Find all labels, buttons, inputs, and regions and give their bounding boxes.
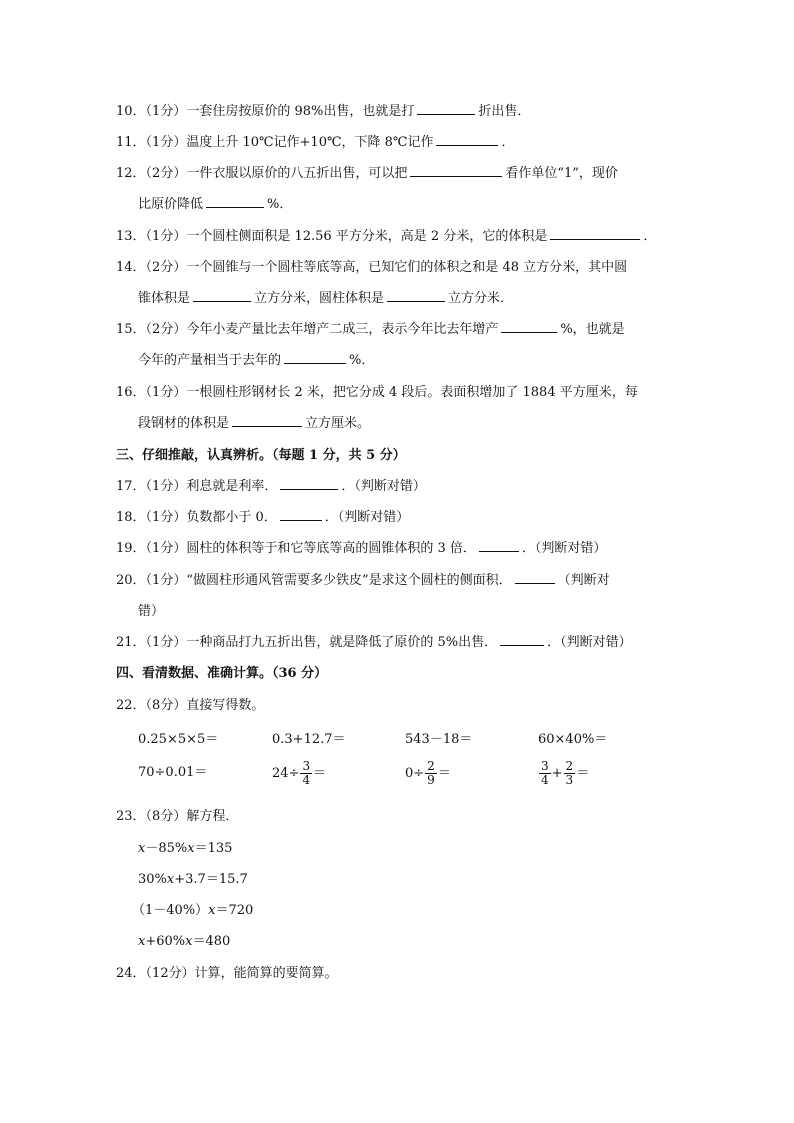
calc-text: 0÷ — [405, 766, 425, 781]
equation-text: +60% — [145, 934, 186, 949]
answer-blank[interactable] — [501, 320, 557, 333]
equation-text: +3.7＝15.7 — [174, 872, 248, 887]
variable: x — [208, 903, 216, 918]
question-14-cont — [138, 289, 513, 309]
equation-text: （1－40%） — [132, 903, 209, 918]
calc-item: 70÷0.01＝ — [138, 765, 208, 780]
question-24: 24．（12分）计算，能简算的要简算。 — [116, 966, 338, 981]
variable: x — [185, 934, 193, 949]
q12-text-mid: 看作单位“1”，现价 — [505, 166, 618, 181]
answer-blank[interactable] — [500, 633, 544, 646]
answer-blank[interactable] — [280, 477, 338, 490]
calc-item-fraction — [272, 760, 326, 787]
answer-blank[interactable] — [387, 289, 445, 302]
q20-text-2: 错） — [138, 604, 165, 619]
equation-text: ＝720 — [215, 903, 254, 918]
question-22: 22．（8分）直接写得数。 — [116, 698, 265, 713]
numerator: 2 — [427, 759, 435, 773]
q20-text-end: （判断对 — [557, 573, 610, 588]
q13-text-end: ． — [643, 229, 657, 244]
q16-text-2: 段钢材的体积是 — [138, 416, 230, 431]
question-11 — [116, 133, 514, 153]
equation-text: ＝480 — [192, 934, 231, 949]
section-4-heading: 四、看清数据、准确计算。（36 分） — [116, 666, 328, 681]
answer-blank[interactable] — [479, 539, 519, 552]
q18-text-end: ．（判断对错） — [324, 510, 410, 525]
answer-blank[interactable] — [284, 351, 346, 364]
q11-text-end: ． — [501, 135, 515, 150]
question-14 — [116, 258, 627, 278]
answer-blank[interactable] — [193, 289, 251, 302]
calc-item-fraction — [405, 760, 451, 787]
q11-text: 11．（1分）温度上升 10℃记作+10℃，下降 8℃记作 — [116, 135, 434, 150]
q17-text: 17．（1分）利息就是利率． — [116, 479, 278, 494]
question-18 — [116, 508, 409, 528]
equation — [138, 932, 230, 952]
q12-text-2: 比原价降低 — [138, 197, 204, 212]
q15-text-end: %． — [349, 353, 375, 368]
q15-text-2: 今年的产量相当于去年的 — [138, 353, 282, 368]
calc-text: ＝ — [313, 766, 327, 781]
denominator: 4 — [302, 773, 311, 787]
answer-blank[interactable] — [417, 102, 475, 115]
equation-text: 30% — [138, 872, 167, 887]
question-23: 23．（8分）解方程． — [116, 809, 239, 824]
calc-item: 60×40%＝ — [538, 732, 608, 747]
q16-text-end: 立方厘米。 — [305, 416, 371, 431]
answer-blank[interactable] — [550, 227, 640, 240]
q20-text: 20．（1分）“做圆柱形通风管需要多少铁皮”是求这个圆柱的侧面积． — [116, 573, 512, 588]
question-16-cont — [138, 414, 370, 434]
answer-blank[interactable] — [206, 195, 264, 208]
q12-text-end: %． — [267, 197, 293, 212]
question-21 — [116, 633, 632, 653]
calc-text: + — [551, 766, 563, 781]
denominator: 4 — [541, 773, 549, 787]
answer-blank[interactable] — [410, 164, 502, 177]
numerator: 2 — [565, 759, 574, 773]
answer-blank[interactable] — [515, 571, 555, 584]
question-12-cont — [138, 195, 292, 215]
q19-text: 19．（1分）圆柱的体积等于和它等底等高的圆锥体积的 3 倍． — [116, 541, 476, 556]
question-16 — [116, 383, 638, 403]
question-13 — [116, 227, 656, 247]
fraction — [425, 760, 437, 787]
calc-text: 24÷ — [272, 766, 300, 781]
question-15-cont — [138, 351, 374, 371]
question-15 — [116, 320, 625, 340]
q14-text-end: 立方分米． — [448, 291, 514, 306]
answer-blank[interactable] — [280, 508, 322, 521]
variable: x — [187, 841, 195, 856]
equation — [138, 870, 248, 890]
q14-text-2: 锥体积是 — [138, 291, 191, 306]
q14-text: 14．（2分）一个圆锥与一个圆柱等底等高，已知它们的体积之和是 48 立方分米，其中圆 — [116, 260, 628, 275]
calc-item-fraction — [538, 760, 589, 787]
fraction — [539, 760, 551, 787]
variable: x — [138, 841, 146, 856]
equation — [138, 839, 232, 859]
question-17 — [116, 477, 426, 497]
question-20 — [116, 571, 610, 591]
question-19 — [116, 539, 606, 559]
equation-text: －85% — [145, 841, 188, 856]
q17-text-end: ．（判断对错） — [341, 479, 426, 494]
variable: x — [166, 872, 175, 887]
numerator: 3 — [541, 759, 549, 773]
calc-text: ＝ — [576, 766, 590, 781]
answer-blank[interactable] — [436, 133, 498, 146]
q21-text: 21．（1分）一种商品打九五折出售，就是降低了原价的 5%出售． — [116, 635, 498, 650]
q15-text-mid: %，也就是 — [560, 322, 625, 337]
question-20-cont — [138, 602, 164, 622]
question-10 — [116, 102, 530, 122]
q19-text-end: ．（判断对错） — [521, 541, 607, 556]
calc-item: 0.25×5×5＝ — [138, 732, 219, 747]
q10-text-end: 折出售． — [478, 104, 531, 119]
fraction — [300, 760, 312, 787]
numerator: 3 — [302, 759, 311, 773]
q18-text: 18．（1分）负数都小于 0． — [116, 510, 277, 525]
answer-blank[interactable] — [232, 414, 302, 427]
equation — [132, 901, 253, 921]
variable: x — [138, 934, 146, 949]
denominator: 9 — [427, 773, 435, 787]
calc-item: 543－18＝ — [405, 732, 473, 747]
q10-text: 10．（1分）一套住房按原价的 98%出售，也就是打 — [116, 104, 415, 119]
q15-text: 15．（2分）今年小麦产量比去年增产二成三，表示今年比去年增产 — [116, 322, 499, 337]
calc-item: 0.3+12.7＝ — [272, 732, 346, 747]
q13-text: 13．（1分）一个圆柱侧面积是 12.56 平方分米，高是 2 分米，它的体积是 — [116, 229, 548, 244]
section-3-heading: 三、仔细推敲，认真辨析。（每题 1 分，共 5 分） — [116, 448, 406, 463]
equation-text: ＝135 — [194, 841, 233, 856]
q21-text-end: ．（判断对错） — [547, 635, 632, 650]
fraction — [564, 760, 576, 787]
q12-text: 12．（2分）一件衣服以原价的八五折出售，可以把 — [116, 166, 408, 181]
question-12 — [116, 164, 618, 184]
calc-text: ＝ — [437, 766, 451, 781]
q16-text: 16．（1分）一根圆柱形钢材长 2 米，把它分成 4 段后。表面积增加了 1884 平方厘米，每 — [116, 385, 638, 400]
q14-text-3: 立方分米，圆柱体积是 — [254, 291, 385, 306]
denominator: 3 — [565, 773, 574, 787]
